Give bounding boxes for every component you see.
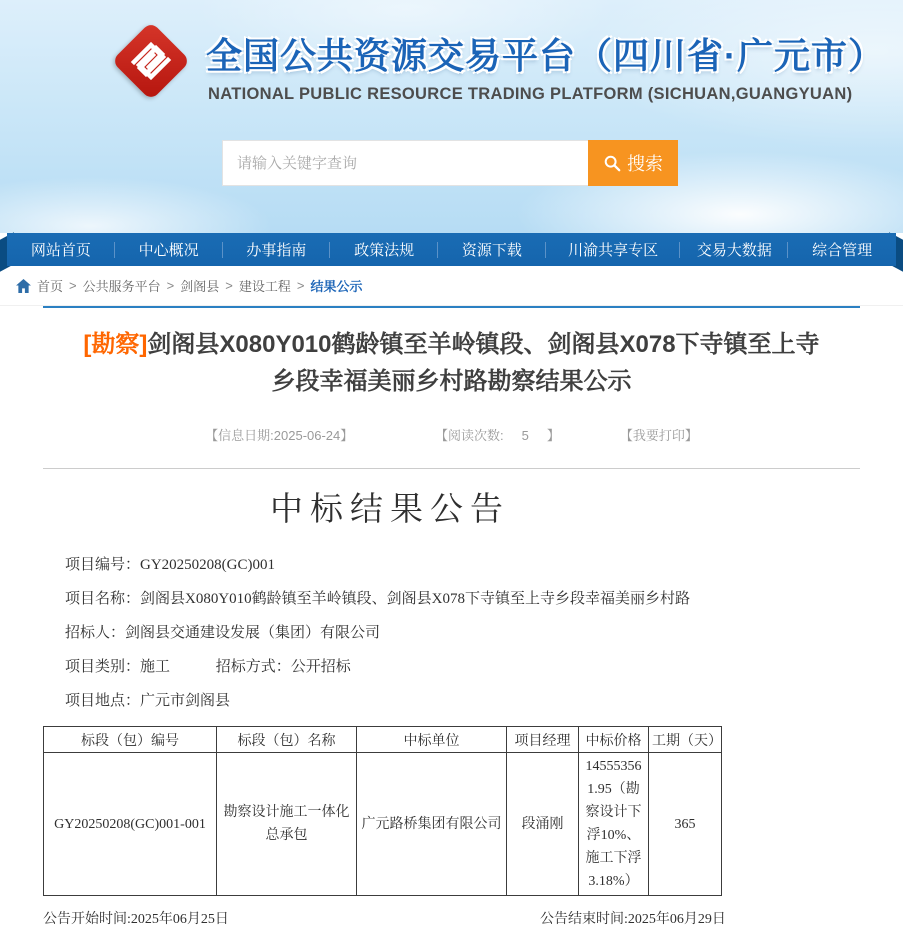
nav-item-policy[interactable]: 政策法规 (330, 233, 438, 266)
meta-read-count-close: 】 (546, 428, 560, 443)
table-header-row (44, 727, 722, 753)
meta-info-date: 【信息日期:2025-06-24】 (205, 428, 354, 443)
announcement-start-time: 公告开始时间:2025年06月25日 (43, 912, 229, 927)
article-title (43, 326, 860, 400)
search-input[interactable] (222, 140, 588, 186)
article-category-tag: [勘察] (83, 331, 148, 358)
meta-divider (43, 468, 860, 469)
breadcrumb-separator: > (69, 278, 77, 293)
meta-read-count (413, 410, 560, 459)
nav-item-bigdata[interactable]: 交易大数据 (680, 233, 788, 266)
breadcrumb-result-publicity: 结果公示 (310, 279, 363, 294)
breadcrumb-home[interactable]: 首页 (37, 279, 64, 294)
breadcrumb-public-service[interactable]: 公共服务平台 (82, 279, 161, 294)
breadcrumb-county[interactable]: 剑阁县 (180, 279, 220, 294)
cell-section-name: 勘察设计施工一体化总承包 (217, 753, 357, 896)
field-label: 招标方式： (215, 659, 291, 675)
col-section-no: 标段（包）编号 (44, 727, 217, 753)
cell-winner: 广元路桥集团有限公司 (357, 753, 507, 896)
nav-item-guide[interactable]: 办事指南 (223, 233, 331, 266)
notice-heading: 中标结果公告 (270, 492, 510, 528)
nav-item-downloads[interactable]: 资源下载 (438, 233, 546, 266)
field-value: 广元市剑阁县 (140, 693, 231, 709)
search-icon (603, 154, 621, 172)
table-row (44, 753, 722, 896)
site-header (0, 0, 903, 233)
main-nav (0, 233, 903, 266)
col-section-name: 标段（包）名称 (217, 727, 357, 753)
field-project-name (65, 590, 860, 608)
field-value: GY20250208(GC)001 (140, 557, 276, 573)
print-button[interactable]: 【我要打印】 (619, 428, 698, 443)
field-label: 项目地点： (65, 693, 141, 709)
field-category-and-method (65, 658, 860, 676)
field-project-no (65, 556, 860, 574)
project-fields (43, 556, 860, 710)
field-value: 公开招标 (290, 659, 351, 675)
article-title-text: 剑阁县X080Y010鹤龄镇至羊岭镇段、剑阁县X078下寺镇至上寺乡段幸福美丽乡村路勘察结果公示 (147, 331, 820, 395)
announcement-end-time: 公告结束时间:2025年06月29日 (540, 912, 726, 927)
logo-spiral-icon (126, 36, 176, 86)
meta-read-count-value: 5 (521, 428, 529, 443)
breadcrumb-separator: > (296, 278, 305, 293)
nav-item-overview[interactable]: 中心概况 (115, 233, 223, 266)
cell-price: 145553561.95（勘察设计下浮10%、施工下浮3.18%） (579, 753, 649, 896)
breadcrumb-construction[interactable]: 建设工程 (238, 279, 291, 294)
breadcrumb-separator: > (225, 278, 233, 293)
nav-item-home[interactable]: 网站首页 (7, 233, 115, 266)
article-container (43, 306, 860, 930)
field-value: 施工 (140, 659, 171, 675)
col-price: 中标价格 (579, 727, 649, 753)
notice-document (43, 483, 860, 930)
breadcrumb (0, 266, 903, 306)
nav-bar (7, 233, 896, 266)
field-tenderer (65, 624, 860, 642)
field-value: 剑阁县X080Y010鹤龄镇至羊岭镇段、剑阁县X078下寺镇至上寺乡段幸福美丽乡村路 (140, 591, 691, 607)
search-button-label: 搜索 (627, 154, 663, 174)
search-button[interactable] (588, 140, 678, 186)
home-icon[interactable] (16, 279, 31, 293)
site-title: 全国公共资源交易平台（四川省·广元市） (206, 35, 885, 76)
site-subtitle: NATIONAL PUBLIC RESOURCE TRADING PLATFORM (SICHUAN,GUANGYUAN) (208, 85, 853, 103)
field-label: 招标人： (65, 625, 126, 641)
cell-section-no: GY20250208(GC)001-001 (44, 753, 217, 896)
search-bar (222, 140, 678, 186)
breadcrumb-separator: > (166, 278, 175, 293)
field-label: 项目编号： (65, 557, 141, 573)
nav-item-management[interactable]: 综合管理 (812, 242, 873, 259)
field-label: 项目类别： (65, 659, 141, 675)
cell-manager: 段涌刚 (507, 753, 579, 896)
col-manager: 项目经理 (507, 727, 579, 753)
article-meta (43, 410, 860, 459)
result-table (43, 726, 722, 896)
cell-duration: 365 (649, 753, 722, 896)
site-logo (116, 26, 186, 96)
field-label: 项目名称： (65, 591, 141, 607)
nav-item-chuanyu-zone[interactable]: 川渝共享专区 (546, 233, 681, 266)
meta-read-count-label: 【阅读次数: (434, 428, 504, 443)
announcement-times (43, 908, 860, 930)
field-value: 剑阁县交通建设发展（集团）有限公司 (125, 625, 381, 641)
field-location (65, 692, 860, 710)
col-duration: 工期（天） (649, 727, 722, 753)
col-winner: 中标单位 (357, 727, 507, 753)
